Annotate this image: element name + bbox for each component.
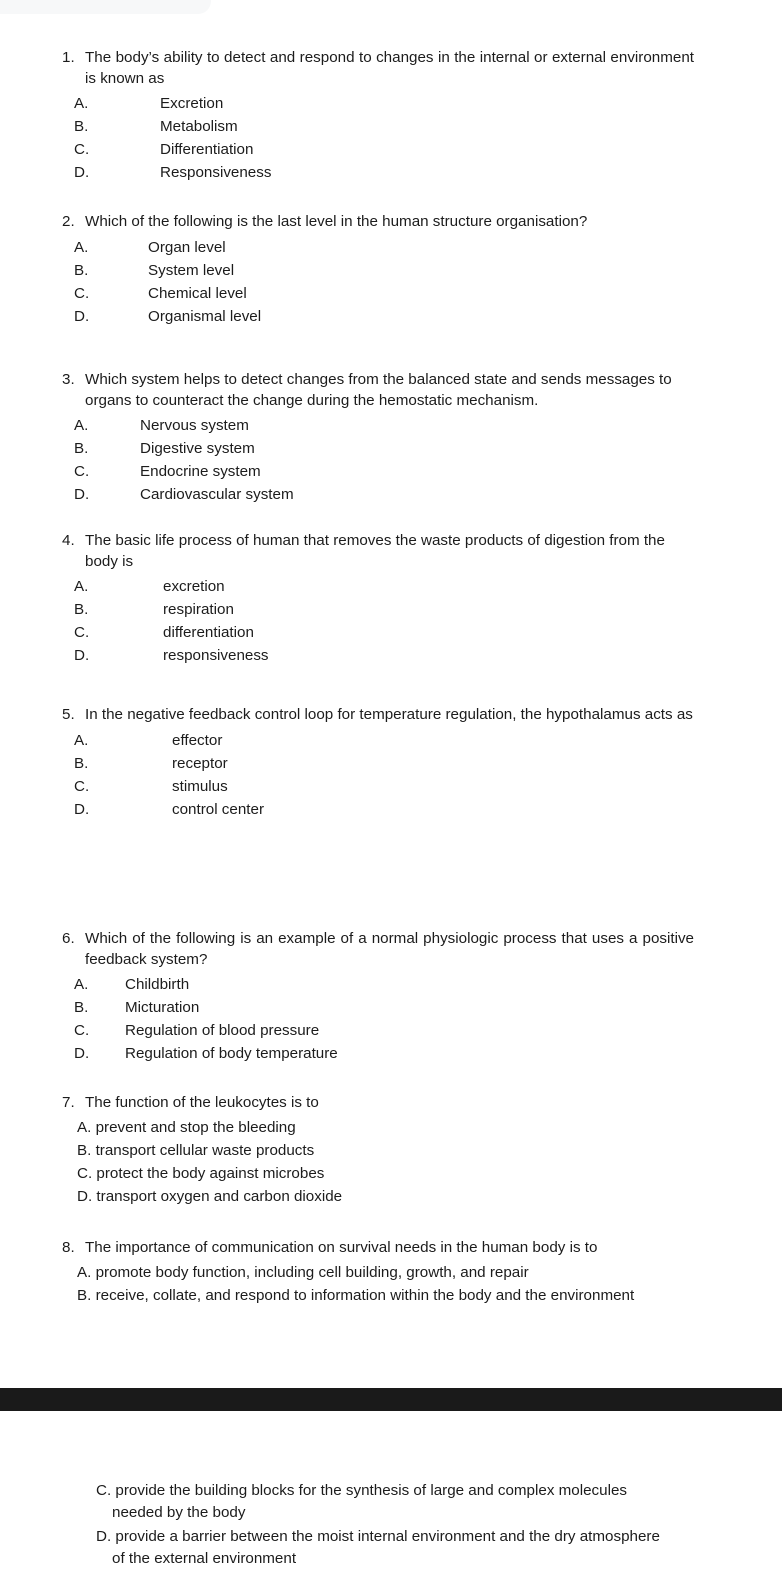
option-text: Digestive system: [140, 440, 255, 457]
option-row[interactable]: [0, 1019, 782, 1042]
option-letter: A.: [74, 95, 89, 112]
option-letter: A.: [74, 578, 89, 595]
option-letter: B.: [74, 601, 89, 618]
option-text: prevent and stop the bleeding: [95, 1118, 296, 1136]
options-list-4: [0, 575, 782, 667]
option-text: excretion: [163, 578, 225, 595]
option-row[interactable]: [0, 1526, 782, 1570]
option-text: promote body function, including cell building, growth, and repair: [95, 1263, 529, 1281]
option-row[interactable]: [0, 973, 782, 996]
option-row[interactable]: [0, 1162, 782, 1185]
options-list-7: [0, 1116, 782, 1208]
option-text: Endocrine system: [140, 463, 261, 480]
option-text: Regulation of blood pressure: [125, 1022, 320, 1039]
question-number-5: 5.: [62, 706, 75, 723]
question-text-4: The basic life process of human that removes the waste products of digestion from the body is: [85, 532, 665, 570]
option-row[interactable]: [0, 644, 782, 667]
option-letter: D.: [74, 800, 90, 818]
option-letter: C.: [74, 1022, 90, 1039]
option-letter: C.: [96, 1482, 116, 1499]
question-number-4: 4.: [62, 532, 75, 549]
option-letter: B.: [74, 999, 89, 1016]
question-text-6: Which of the following is an example of a normal physiologic process that uses a positive feedback system?: [85, 930, 694, 968]
option-row[interactable]: [0, 752, 782, 775]
option-text: provide the building blocks for the synthesis of large and complex molecules needed by the body: [112, 1482, 628, 1521]
option-text: System level: [148, 261, 235, 279]
option-row[interactable]: [0, 282, 782, 305]
option-row[interactable]: [0, 236, 782, 259]
option-row[interactable]: [0, 414, 782, 437]
question-block-8: [0, 1238, 782, 1307]
option-row[interactable]: [0, 115, 782, 138]
option-row[interactable]: [0, 621, 782, 644]
question-text-1: The body’s ability to detect and respond to changes in the internal or external environment is known as: [85, 49, 694, 87]
options-list-8: [0, 1261, 782, 1307]
option-letter: B.: [74, 440, 89, 457]
question-number-1: 1.: [62, 49, 75, 66]
option-row[interactable]: [0, 1284, 782, 1307]
top-status-tab: [0, 0, 211, 14]
option-row[interactable]: [0, 598, 782, 621]
question-text-wrapper-2: [0, 212, 782, 233]
option-row[interactable]: [0, 729, 782, 752]
option-row[interactable]: [0, 1480, 782, 1524]
option-letter: D.: [77, 1187, 97, 1205]
option-letter: A.: [74, 731, 89, 749]
question-text-wrapper-4: [0, 531, 782, 572]
question-block-2: [0, 212, 782, 328]
option-letter: D.: [96, 1528, 116, 1545]
question-text-wrapper-5: [0, 705, 782, 726]
option-text: stimulus: [172, 777, 228, 795]
option-row[interactable]: [0, 138, 782, 161]
option-letter: D.: [74, 647, 90, 664]
option-row[interactable]: [0, 305, 782, 328]
question-number-3: 3.: [62, 371, 75, 388]
option-letter: B.: [77, 1141, 96, 1159]
question-text-wrapper-3: [0, 370, 782, 411]
options-list-5: [0, 729, 782, 821]
option-row[interactable]: [0, 1116, 782, 1139]
option-letter: C.: [74, 284, 90, 302]
option-letter: D.: [74, 307, 90, 325]
option-text: transport oxygen and carbon dioxide: [96, 1187, 343, 1205]
option-text: effector: [172, 731, 223, 749]
options-list-3: [0, 414, 782, 506]
option-text: Childbirth: [125, 976, 190, 993]
option-letter: B.: [74, 754, 89, 772]
question-block-3: [0, 370, 782, 506]
option-text: control center: [172, 800, 265, 818]
option-row[interactable]: [0, 259, 782, 282]
page-break-separator: [0, 1388, 782, 1411]
question-block-7: [0, 1093, 782, 1208]
option-letter: C.: [74, 141, 90, 158]
option-text: Differentiation: [160, 141, 254, 158]
question-block-1: [0, 48, 782, 184]
question-text-wrapper-8: [0, 1238, 782, 1259]
option-text: respiration: [163, 601, 234, 618]
option-row[interactable]: [0, 437, 782, 460]
question-text-wrapper-7: [0, 1093, 782, 1114]
option-letter: A.: [74, 417, 89, 434]
question-text-8: The importance of communication on survival needs in the human body is to: [85, 1239, 598, 1256]
option-letter: C.: [77, 1164, 97, 1182]
option-letter: C.: [74, 463, 90, 480]
option-letter: D.: [74, 164, 90, 181]
option-row[interactable]: [0, 1185, 782, 1208]
option-letter: C.: [74, 777, 90, 795]
option-letter: A.: [77, 1118, 96, 1136]
option-text: responsiveness: [163, 647, 269, 664]
option-letter: A.: [77, 1263, 96, 1281]
question-text-3: Which system helps to detect changes from the balanced state and sends messages to organs to counteract the change during the hemostatic mechanism.: [85, 371, 672, 409]
option-text: transport cellular waste products: [95, 1141, 315, 1159]
option-row[interactable]: [0, 775, 782, 798]
option-text: Micturation: [125, 999, 200, 1016]
options-list-2: [0, 236, 782, 328]
question-block-5: [0, 705, 782, 821]
question-text-wrapper-1: [0, 48, 782, 89]
option-text: receptor: [172, 754, 228, 772]
question-number-8: 8.: [62, 1239, 75, 1256]
option-text: Chemical level: [148, 284, 247, 302]
question-text-2: Which of the following is the last level in the human structure organisation?: [85, 213, 588, 230]
option-text: differentiation: [163, 624, 254, 641]
option-row[interactable]: [0, 1042, 782, 1065]
option-text: Responsiveness: [160, 164, 272, 181]
option-text: protect the body against microbes: [96, 1164, 325, 1182]
option-row[interactable]: [0, 460, 782, 483]
option-text: Organ level: [148, 238, 226, 256]
option-text: Metabolism: [160, 118, 238, 135]
option-letter: B.: [77, 1286, 96, 1304]
option-text: provide a barrier between the moist internal environment and the dry atmosphere of the external environment: [112, 1528, 660, 1567]
option-row[interactable]: [0, 575, 782, 598]
options-list-6: [0, 973, 782, 1065]
option-letter: A.: [74, 976, 89, 993]
option-text: Cardiovascular system: [140, 486, 294, 503]
question-text-wrapper-6: [0, 929, 782, 970]
option-letter: D.: [74, 486, 90, 503]
option-row[interactable]: [0, 996, 782, 1019]
option-row[interactable]: [0, 483, 782, 506]
question-number-7: 7.: [62, 1094, 75, 1111]
question-number-6: 6.: [62, 930, 75, 947]
option-row[interactable]: [0, 1261, 782, 1284]
question-block-4: [0, 531, 782, 667]
question-text-5: In the negative feedback control loop for temperature regulation, the hypothalamus acts as: [85, 706, 693, 723]
option-letter: B.: [74, 118, 89, 135]
option-text: Excretion: [160, 95, 224, 112]
option-letter: B.: [74, 261, 89, 279]
option-row[interactable]: [0, 1139, 782, 1162]
option-text: Organismal level: [148, 307, 262, 325]
option-text: receive, collate, and respond to information within the body and the environment: [95, 1286, 635, 1304]
continuation-options-block: [0, 1480, 782, 1570]
option-text: Regulation of body temperature: [125, 1045, 338, 1062]
question-text-7: The function of the leukocytes is to: [85, 1094, 319, 1111]
options-list-1: [0, 92, 782, 184]
question-block-6: [0, 929, 782, 1065]
option-letter: D.: [74, 1045, 90, 1062]
option-text: Nervous system: [140, 417, 249, 434]
option-letter: C.: [74, 624, 90, 641]
option-row[interactable]: [0, 798, 782, 821]
question-number-2: 2.: [62, 213, 75, 230]
option-row[interactable]: [0, 161, 782, 184]
option-letter: A.: [74, 238, 89, 256]
option-row[interactable]: [0, 92, 782, 115]
